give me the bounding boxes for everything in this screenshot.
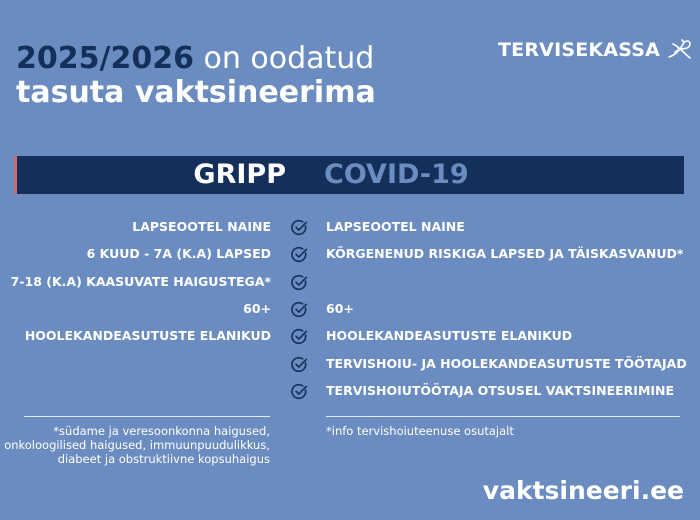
covid-group: TERVISHOIU- JA HOOLEKANDEASUTUSTE TÖÖTAJAD — [326, 355, 687, 371]
table-row — [0, 214, 700, 240]
footnote-left: *südame ja veresoonkonna haigused, onkoloogilised haigused, immuunpuudulikkus, diabeet ja obstruktiivne kopsuhaigus — [4, 424, 270, 466]
gripp-group: 60+ — [243, 300, 271, 316]
footnote-divider-right — [326, 416, 680, 417]
footnote-right: *info tervishoiuteenuse osutajalt — [326, 424, 514, 438]
check-circle-icon — [290, 382, 309, 401]
footnote-divider-left — [24, 416, 270, 417]
website-link[interactable]: vaktsineeri.ee — [482, 476, 684, 505]
brand-logo — [498, 38, 694, 62]
gripp-group: HOOLEKANDEASUTUSTE ELANIKUD — [24, 328, 271, 344]
column-header-covid: COVID-19 — [324, 159, 469, 190]
check-circle-icon — [290, 300, 309, 319]
gripp-group: 6 KUUD - 7A (K.A) LAPSED — [86, 246, 271, 262]
gripp-group: 7-18 (K.A) KAASUVATE HAIGUSTEGA* — [10, 273, 271, 289]
table-row — [0, 296, 700, 322]
covid-group: KÕRGENENUD RISKIGA LAPSED JA TÄISKASVANUD* — [326, 246, 684, 262]
table-row — [0, 323, 700, 349]
table-row — [0, 351, 700, 377]
title-line-1 — [16, 42, 376, 76]
covid-group: 60+ — [326, 300, 354, 316]
table-row — [0, 241, 700, 267]
ribbon-logo-icon — [666, 38, 694, 62]
page-title — [16, 42, 376, 110]
check-circle-icon — [290, 273, 309, 292]
check-circle-icon — [290, 327, 309, 346]
check-circle-icon — [290, 218, 309, 237]
column-header-gripp: GRIPP — [193, 159, 286, 190]
covid-group: TERVISHOIUTÖÖTAJA OTSUSEL VAKTSINEERIMINE — [326, 382, 675, 398]
check-circle-icon — [290, 355, 309, 374]
gripp-group: LAPSEOOTEL NAINE — [132, 219, 271, 234]
covid-group: LAPSEOOTEL NAINE — [326, 219, 465, 234]
table-header-bar — [14, 156, 684, 194]
title-year: 2025/2026 — [16, 41, 194, 76]
table-row — [0, 269, 700, 295]
check-circle-icon — [290, 245, 309, 264]
table-row — [0, 378, 700, 404]
title-line-2: tasuta vaktsineerima — [16, 75, 376, 110]
covid-group: HOOLEKANDEASUTUSTE ELANIKUD — [326, 328, 573, 344]
brand-name: TERVISEKASSA — [498, 39, 661, 61]
title-rest: on oodatud — [193, 41, 375, 76]
header-accent — [14, 156, 17, 194]
